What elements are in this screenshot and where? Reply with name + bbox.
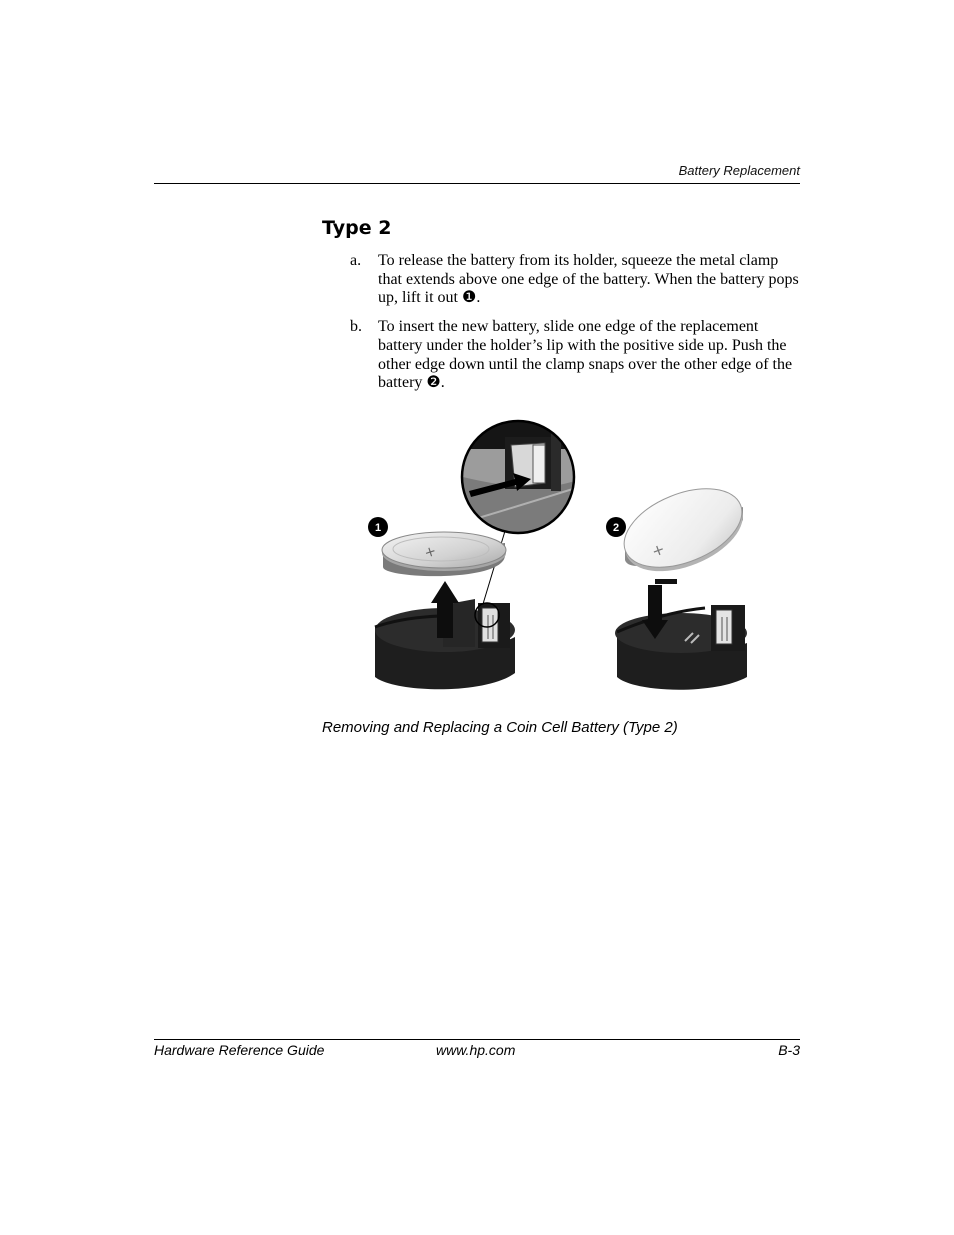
battery-figure	[355, 415, 775, 705]
step-list	[350, 252, 810, 403]
figure-caption: Removing and Replacing a Coin Cell Battery (Type 2)	[322, 719, 678, 736]
header-rule	[154, 183, 800, 184]
footer-website: www.hp.com	[436, 1042, 516, 1058]
step-item	[350, 252, 810, 308]
step-text: To release the battery from its holder, squeeze the metal clamp that extends above one edge of the battery. When the battery pops up, lift it out ❶.	[378, 252, 799, 307]
step-marker: a.	[350, 252, 362, 269]
insertion-illustration	[606, 473, 754, 690]
positive-mark: +	[649, 539, 668, 561]
metal-clamp	[716, 610, 732, 644]
removal-illustration	[368, 517, 515, 689]
footer-guide-title: Hardware Reference Guide	[154, 1042, 325, 1058]
metal-clamp	[482, 608, 498, 642]
step-text: To insert the new battery, slide one edge of the replacement battery under the holder’s lip with the positive side up. Push the other edge down until the clamp snaps over the other edge of the battery ❷.	[378, 318, 793, 392]
callout-1-label: 1	[374, 522, 382, 534]
step-marker: b.	[350, 318, 362, 336]
footer-rule	[154, 1039, 800, 1040]
battery-illustration	[355, 415, 775, 705]
step-item	[350, 318, 810, 393]
callout-2-label: 2	[612, 522, 620, 534]
zoom-inset	[455, 415, 585, 540]
footer-page-number: B-3	[778, 1042, 800, 1058]
running-head: Battery Replacement	[678, 163, 800, 178]
section-title: Type 2	[322, 217, 392, 239]
positive-mark: +	[422, 542, 439, 562]
